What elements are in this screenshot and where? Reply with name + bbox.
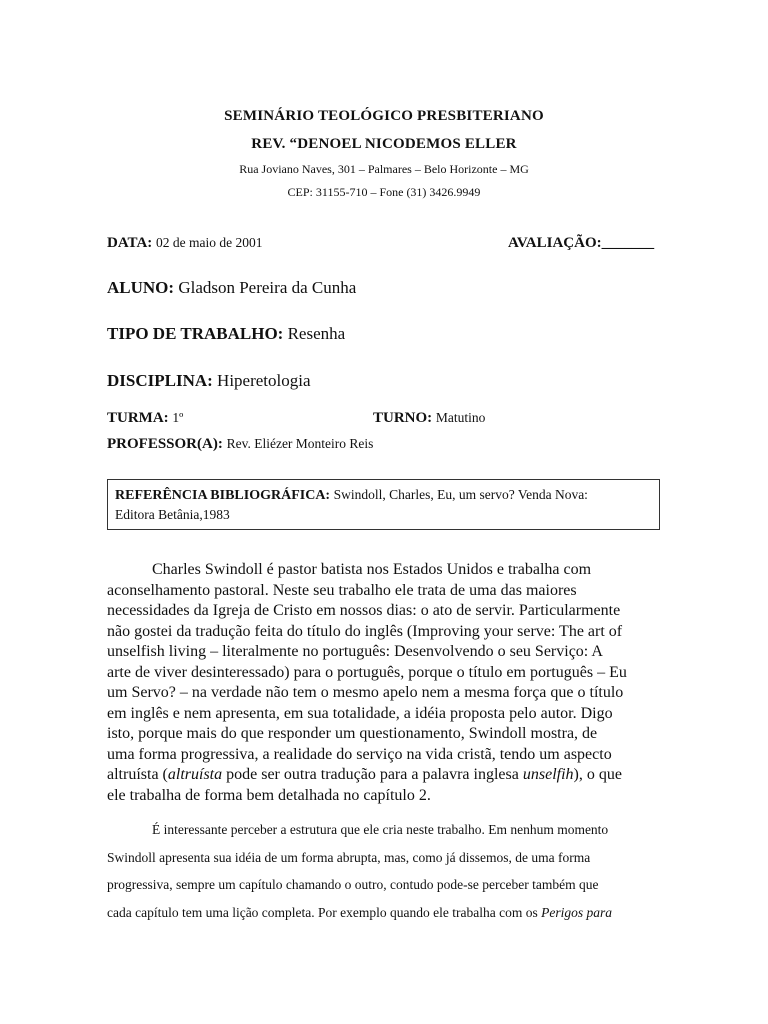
institution-name: SEMINÁRIO TEOLÓGICO PRESBITERIANO	[224, 108, 544, 124]
italic-word: altruísta	[167, 766, 223, 783]
paragraph-line: não gostei da tradução feita do título do inglês (Improving your serve: The art of	[107, 622, 623, 640]
professor-field	[107, 436, 373, 453]
discipline-field	[107, 371, 311, 391]
professor-label: PROFESSOR(A):	[107, 436, 223, 452]
paragraph-line: Swindoll apresenta sua idéia de um forma abrupta, mas, como já dissemos, de uma forma	[107, 849, 591, 865]
date-value: 02 de maio de 2001	[156, 235, 263, 250]
shift-value: Matutino	[435, 410, 486, 425]
paragraph-line: uma forma progressiva, a realidade do serviço na vida cristã, tendo um aspecto	[107, 745, 612, 763]
work-type-label: TIPO DE TRABALHO:	[107, 324, 284, 343]
discipline-label: DISCIPLINA:	[107, 371, 213, 390]
paragraph-line: É interessante perceber a estrutura que ele cria neste trabalho. Em nenhum momento	[152, 822, 609, 837]
evaluation-label: AVALIAÇÃO:_______	[508, 235, 655, 251]
institution-address: Rua Joviano Naves, 301 – Palmares – Belo Horizonte – MG	[239, 162, 529, 176]
review-paragraph-2	[107, 816, 687, 926]
institution-rev: REV. “DENOEL NICODEMOS ELLER	[251, 136, 517, 152]
discipline-value: Hiperetologia	[217, 371, 311, 390]
italic-word: unselfih	[522, 766, 574, 783]
paragraph-line: isto, porque mais do que responder um questionamento, Swindoll mostra, de	[107, 725, 598, 742]
evaluation-field	[508, 235, 654, 252]
paragraph-line: um Servo? – na verdade não tem o mesmo apelo nem a mesma força que o título	[107, 684, 624, 701]
reference-line-1: Swindoll, Charles, Eu, um servo? Venda Nova:	[333, 487, 588, 502]
text-fragment: cada capítulo tem uma lição completa. Por exemplo quando ele trabalha com os	[107, 904, 542, 920]
bibliographic-reference-box	[107, 479, 660, 530]
shift-label: TURNO:	[373, 410, 433, 426]
paragraph-line: arte de viver desinteressado) para o português, porque o título em português – Eu	[107, 663, 627, 681]
paragraph-line	[107, 899, 687, 927]
text-fragment: pode ser outra tradução para a palavra inglesa	[222, 766, 523, 783]
paragraph-line: aconselhamento pastoral. Neste seu trabalho ele trata de uma das maiores	[107, 581, 577, 599]
paragraph-line: em inglês e nem apresenta, em sua totalidade, a idéia proposta pelo autor. Digo	[107, 704, 613, 722]
student-label: ALUNO:	[107, 278, 175, 297]
review-paragraph-1	[107, 560, 667, 806]
text-fragment: altruísta (	[107, 766, 168, 783]
work-type-field	[107, 324, 345, 344]
reference-label: REFERÊNCIA BIBLIOGRÁFICA:	[115, 488, 331, 503]
paragraph-line: unselfish living – literalmente no português: Desenvolvendo o seu Serviço: A	[107, 643, 603, 660]
student-field	[107, 278, 356, 298]
paragraph-line: necessidades da Igreja de Cristo em nossos dias: o ato de servir. Particularmente	[107, 602, 621, 619]
italic-word: Perigos para	[541, 904, 612, 920]
paragraph-line: progressiva, sempre um capítulo chamando o outro, contudo pode-se perceber também que	[107, 877, 599, 892]
date-label: DATA:	[107, 235, 153, 251]
class-label: TURMA:	[107, 410, 169, 426]
institution-cep: CEP: 31155-710 – Fone (31) 3426.9949	[287, 185, 481, 199]
paragraph-line: ele trabalha de forma bem detalhada no capítulo 2.	[107, 786, 431, 804]
paragraph-line	[107, 765, 667, 786]
text-fragment: ), o que	[573, 766, 622, 783]
paragraph-line: Charles Swindoll é pastor batista nos Estados Unidos e trabalha com	[152, 561, 592, 578]
reference-line-2: Editora Betânia,1983	[115, 507, 230, 522]
class-field	[107, 410, 183, 427]
professor-value: Rev. Eliézer Monteiro Reis	[226, 436, 374, 451]
class-value: 1º	[172, 410, 184, 425]
shift-field	[373, 410, 485, 427]
date-field	[107, 235, 263, 252]
student-value: Gladson Pereira da Cunha	[178, 278, 357, 297]
work-type-value: Resenha	[287, 324, 346, 343]
